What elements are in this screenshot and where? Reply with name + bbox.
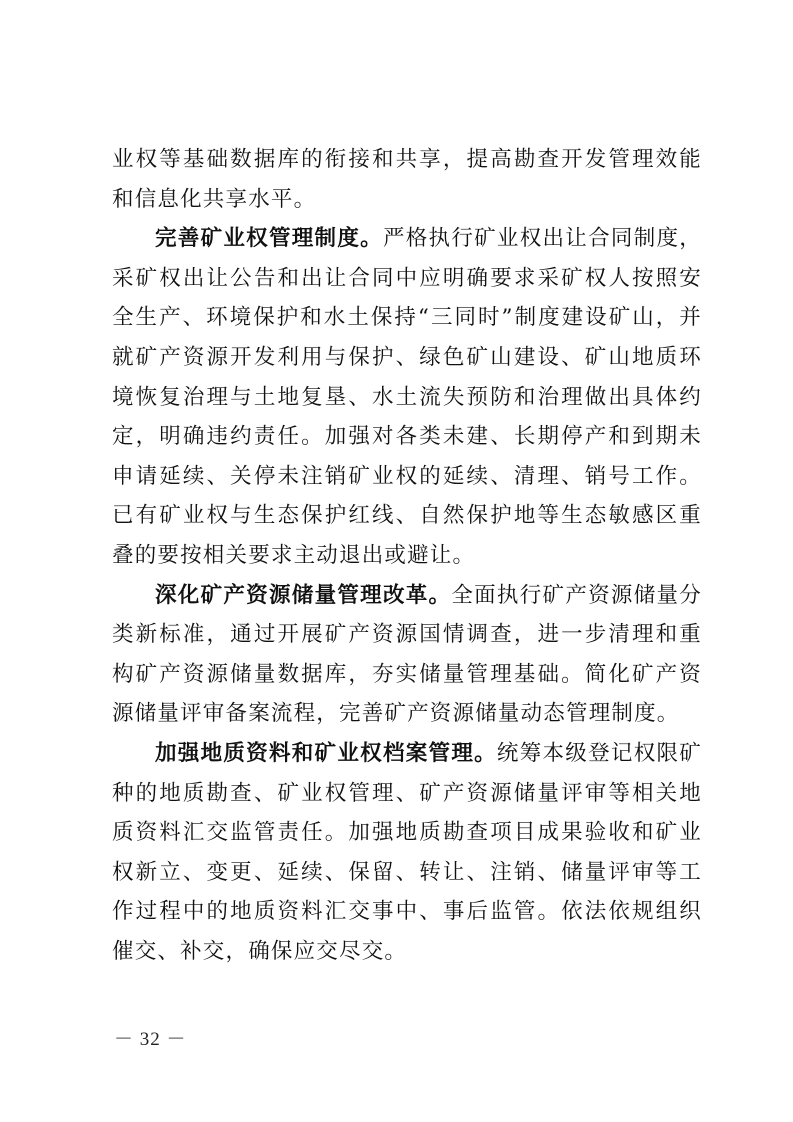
page-number: － 32 － bbox=[114, 1029, 187, 1050]
paragraph-text: 统筹本级登记权限矿种的地质勘查、矿业权管理、矿产资源储量评审等相关地质资料汇交监管责任。加强地质勘查项目成果验收和矿业权新立、变更、延续、保留、转让、注销、储量评审等工作过程中的地质资料汇交事中、事后监管。依法依规组织催交、补交，确保应交尽交。 bbox=[112, 740, 702, 964]
paragraph-reserves-reform bbox=[112, 576, 702, 734]
paragraph-text: 全面执行矿产资源储量分类新标准，通过开展矿产资源国情调查，进一步清理和重构矿产资源储量数据库，夯实储量管理基础。简化矿产资源储量评审备案流程，完善矿产资源储量动态管理制度。 bbox=[112, 582, 702, 727]
paragraph-heading: 深化矿产资源储量管理改革。 bbox=[155, 582, 452, 608]
body-text bbox=[112, 140, 702, 971]
paragraph-mining-rights-system bbox=[112, 219, 702, 575]
paragraph-text: 业权等基础数据库的衔接和共享，提高勘查开发管理效能和信息化共享水平。 bbox=[112, 147, 702, 212]
paragraph-heading: 加强地质资料和矿业权档案管理。 bbox=[155, 740, 497, 766]
paragraph-continuation bbox=[112, 140, 702, 219]
paragraph-geological-archives bbox=[112, 734, 702, 972]
paragraph-text: 严格执行矿业权出让合同制度，采矿权出让公告和出让合同中应明确要求采矿权人按照安全生产、环境保护和水土保持“三同时”制度建设矿山，并就矿产资源开发利用与保护、绿色矿山建设、矿山地质环境恢复治理与土地复垦、水土流失预防和治理做出具体约定，明确违约责任。加强对各类未建、长期停产和到期未申请延续、关停未注销矿业权的延续、清理、销号工作。已有矿业权与生态保护红线、自然保护地等生态敏感区重叠的要按相关要求主动退出或避让。 bbox=[112, 226, 702, 568]
paragraph-heading: 完善矿业权管理制度。 bbox=[155, 226, 383, 252]
